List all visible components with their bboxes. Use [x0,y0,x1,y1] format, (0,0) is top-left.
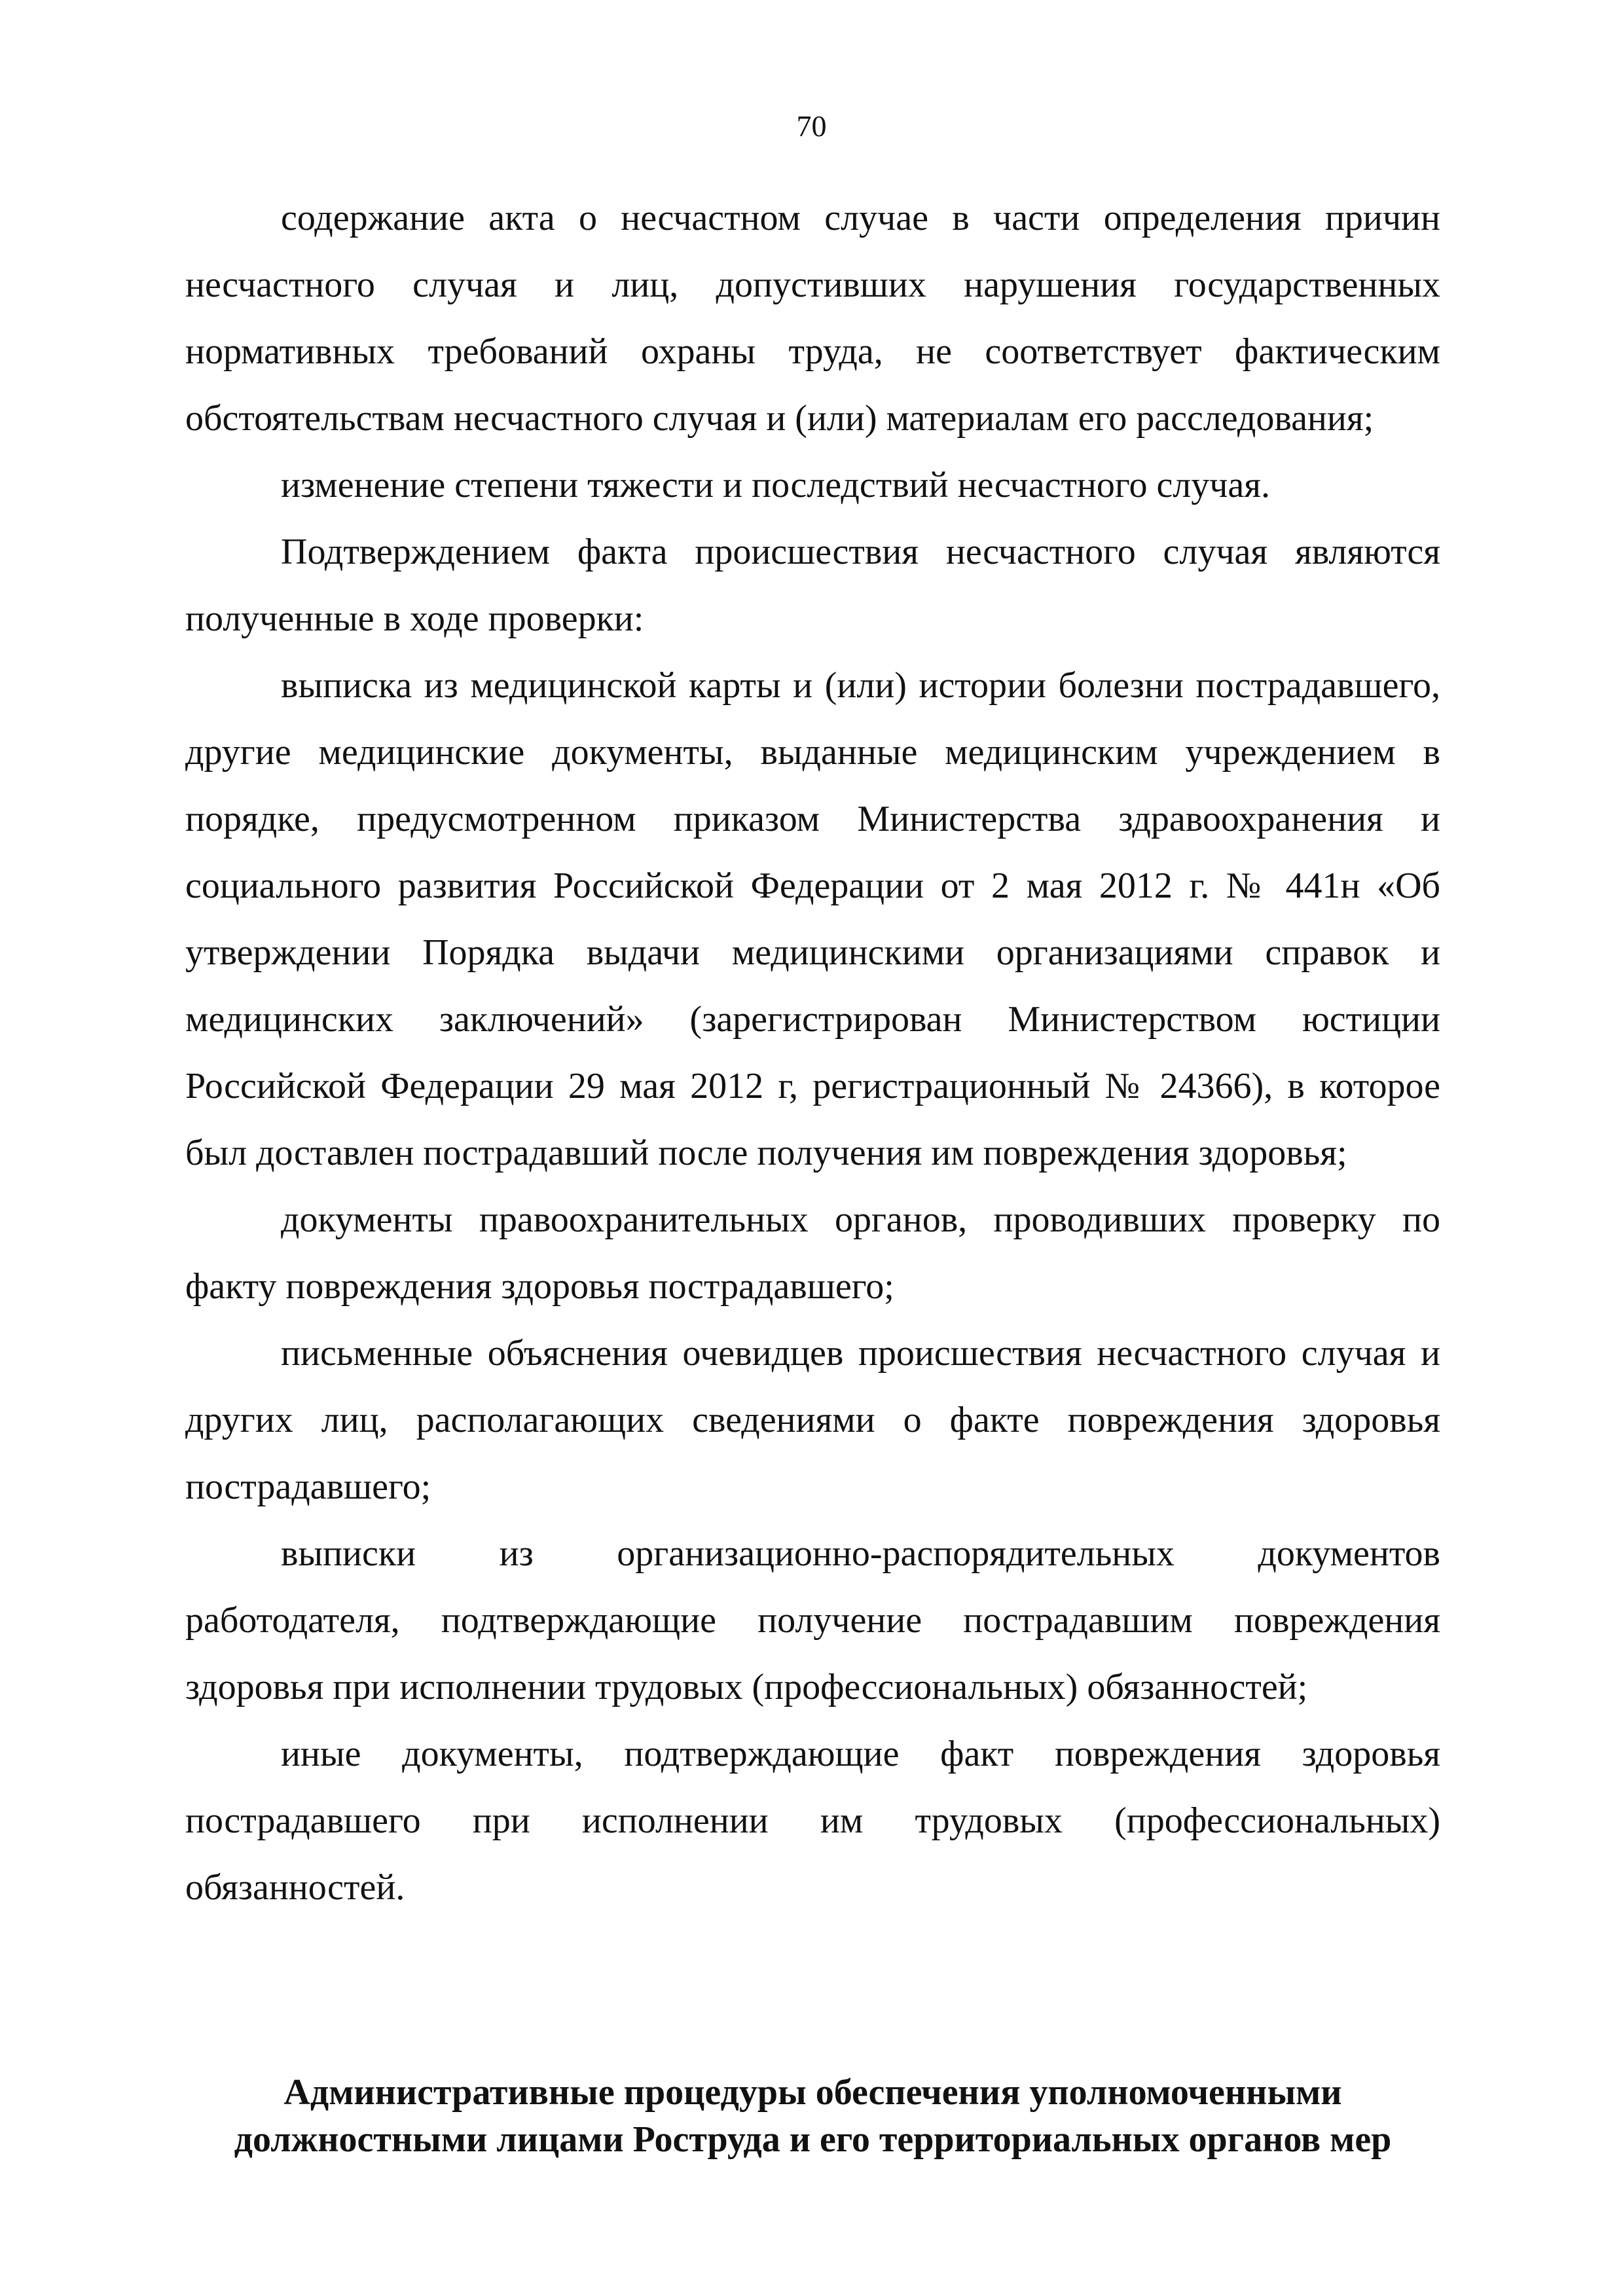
section-heading-line: должностными лицами Роструда и его территориальных органов мер [234,2119,1392,2160]
document-body [185,185,1440,1921]
paragraph: Подтверждением факта происшествия несчастного случая являются полученные в ходе проверки: [185,532,1440,639]
paragraph: документы правоохранительных органов, проводивших проверку по факту повреждения здоровья пострадавшего; [185,1199,1440,1307]
paragraph: изменение степени тяжести и последствий несчастного случая. [281,465,1271,505]
paragraph: письменные объяснения очевидцев происшествия несчастного случая и других лиц, располагающих сведениями о факте повреждения здоровья пострадавшего; [185,1333,1440,1507]
section-heading [185,2069,1440,2163]
paragraph: иные документы, подтверждающие факт повреждения здоровья пострадавшего при исполнении им трудовых (профессиональных) обязанностей. [185,1734,1440,1908]
paragraph: содержание акта о несчастном случае в части определения причин несчастного случая и лиц, допустивших нарушения государственных нормативных требований охраны труда, не соответствует фактическим обстоятельствам несчастного случая и (или) материалам его расследования; [185,198,1440,439]
page-number: 70 [796,109,827,143]
section-heading-line: Административные процедуры обеспечения уполномоченными [283,2072,1342,2113]
paragraph: выписки из организационно-распорядительных документов работодателя, подтверждающие получение пострадавшим повреждения здоровья при исполнении трудовых (профессиональных) обязанностей; [185,1533,1440,1707]
paragraph: выписка из медицинской карты и (или) истории болезни пострадавшего, другие медицинские документы, выданные медицинским учреждением в порядке, предусмотренном приказом Министерства здравоохранения и социального развития Российской Федерации от 2 мая 2012 г. № 441н «Об утверждении Порядка выдачи медицинскими организациями справок и медицинских заключений» (зарегистрирован Министерством юстиции Российской Федерации 29 мая 2012 г, регистрационный № 24366), в которое был доставлен пострадавший после получения им повреждения здоровья; [185,665,1440,1173]
